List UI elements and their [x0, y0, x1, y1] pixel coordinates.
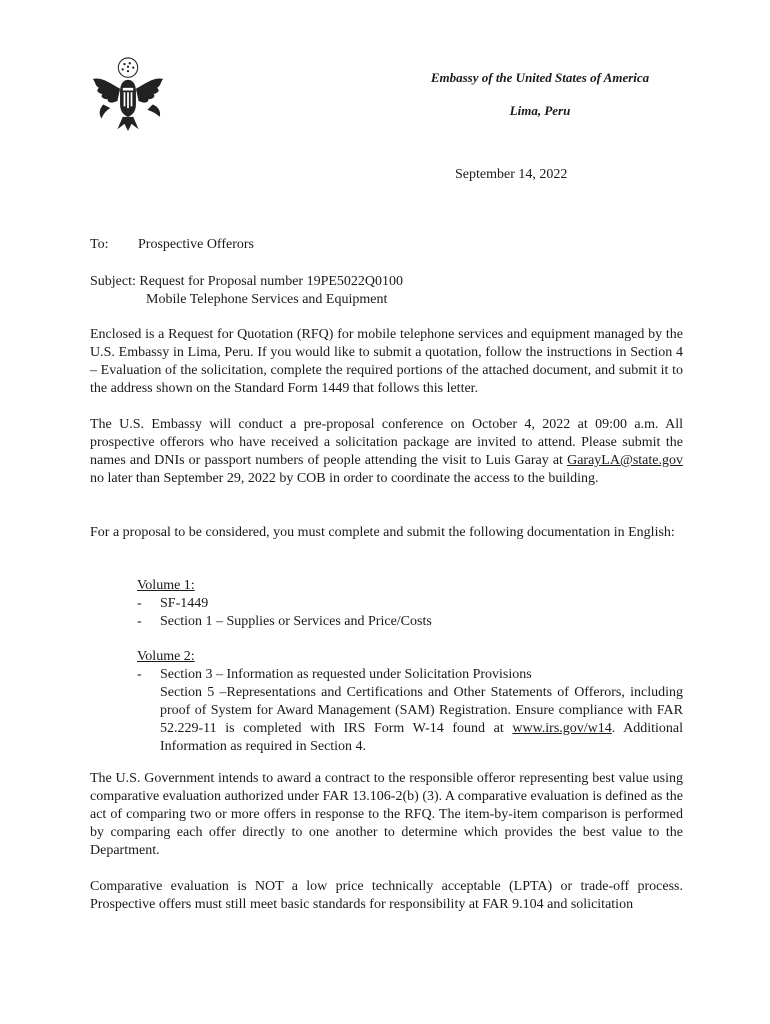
- addressee-line: [90, 237, 254, 253]
- to-value: Prospective Offerors: [138, 237, 254, 252]
- paragraph-rfq-intro: Enclosed is a Request for Quotation (RFQ) for mobile telephone services and equipment managed by the U.S. Embassy in Lima, Peru. If you would like to submit a quotation, follow the instructions in Section 4 – Evaluation of the solicitation, complete the required portions of the attached document, and submit it to the address shown on the Standard Form 1449 that follows this letter.: [90, 327, 683, 396]
- paragraph-conference: [90, 416, 683, 488]
- subject-line-1: Subject: Request for Proposal number 19PE5022Q0100: [90, 274, 404, 289]
- to-label: To:: [90, 237, 109, 252]
- great-seal-eagle-icon: [84, 50, 172, 138]
- paragraph-comparative: Comparative evaluation is NOT a low price technically acceptable (LPTA) or trade-off process. Prospective offers must still meet basic standards for responsibility at FAR 9.104 and solicitation: [90, 879, 683, 912]
- list-item: - Section 3 – Information as requested under Solicitation Provisions: [137, 667, 532, 682]
- embassy-name: Embassy of the United States of America: [430, 70, 650, 85]
- list-item-continued: Section 5 –Representations and Certifications and Other Statements of Offerors, including proof of System for Award Management (SAM) Registration. Ensure compliance with FAR 52.229-11 is completed with IRS Form W-14 found at www.irs.gov/w14. Additional Information as required in Section 4.: [160, 685, 683, 754]
- paragraph-documentation: For a proposal to be considered, you must complete and submit the following documentation in English:: [90, 525, 675, 540]
- volume-2-title: Volume 2:: [137, 649, 195, 664]
- subject-line-2: Mobile Telephone Services and Equipment: [146, 292, 388, 307]
- volume-1-block: [137, 577, 432, 631]
- volume-2-block: [137, 648, 683, 756]
- email-link[interactable]: GarayLA@state.gov: [567, 453, 683, 468]
- conference-text: The U.S. Embassy will conduct a pre-proposal conference on October 4, 2022 at 09:00 a.m. All prospective offerors who have received a solicitation package are invited to attend. Please submit the names and DNIs or passport numbers of people attending the visit to Luis Garay at: [90, 417, 683, 468]
- irs-link[interactable]: www.irs.gov/w14: [512, 721, 612, 736]
- embassy-location: Lima, Peru: [509, 103, 571, 118]
- volume-1-title: Volume 1:: [137, 578, 195, 593]
- letter-date: September 14, 2022: [455, 167, 568, 182]
- subject-block: [90, 273, 403, 309]
- conference-text-end: no later than September 29, 2022 by COB in order to coordinate the access to the building.: [90, 471, 599, 486]
- list-item: - Section 1 – Supplies or Services and Price/Costs: [137, 614, 432, 629]
- list-item: - SF-1449: [137, 596, 209, 611]
- paragraph-award: The U.S. Government intends to award a contract to the responsible offeror representing best value using comparative evaluation authorized under FAR 13.106-2(b) (3). A comparative evaluation is defined as the act of comparing two or more offers in response to the RFQ. The item-by-item comparison is performed by comparing each offer directly to one another to determine which provides the best value to the Department.: [90, 771, 683, 858]
